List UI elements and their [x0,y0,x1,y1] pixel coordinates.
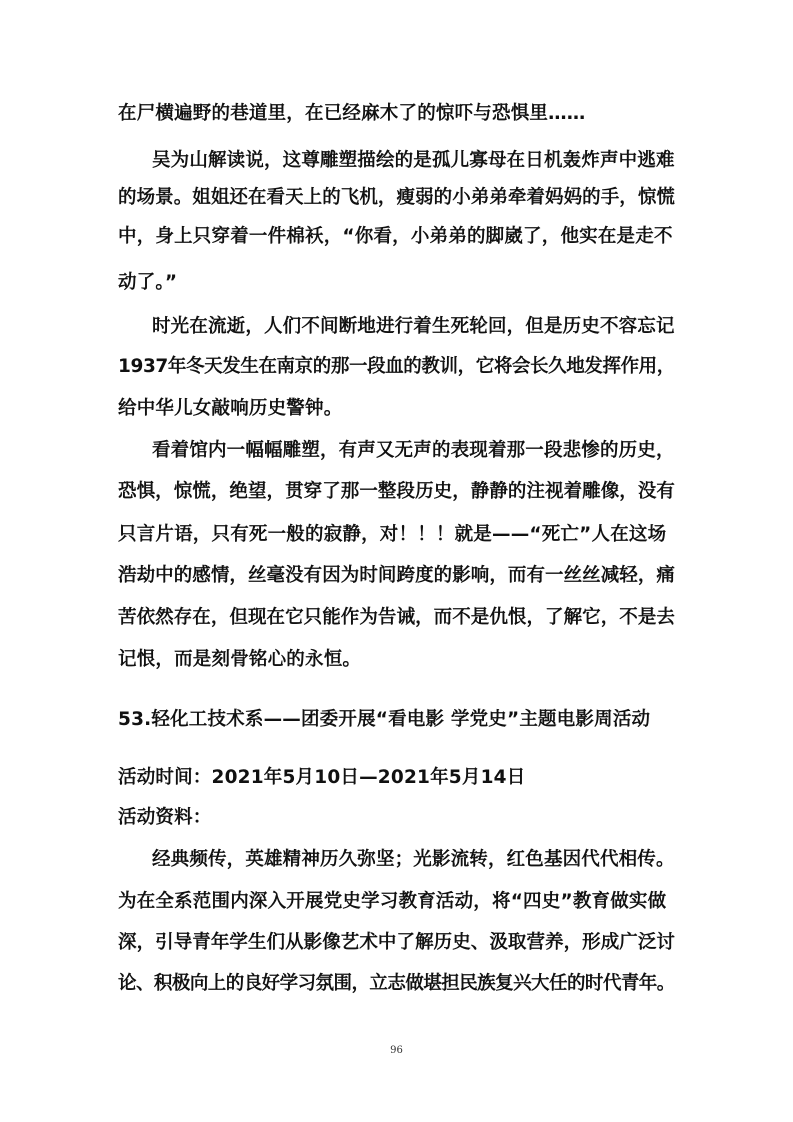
text-line: 只言片语，只有死一般的寂静，对！！！就是——“死亡”人在这场 [118,524,667,545]
text-line: 浩劫中的感情，丝毫没有因为时间跨度的影响，而有一丝丝减轻，痛 [118,565,676,586]
text-line: 吴为山解读说，这尊雕塑描绘的是孤儿寡母在日机轰炸声中逃难 [152,150,675,171]
text-line: 动了。” [118,272,178,293]
text-line: 在尸横遍野的巷道里，在已经麻木了的惊吓与恐惧里…… [118,103,586,124]
text-line: 恐惧，惊慌，绝望，贯穿了那一整段历史，静静的注视着雕像，没有 [118,481,676,502]
text-line: 看着馆内一幅幅雕塑，有声又无声的表现着那一段悲惨的历史， [152,440,675,461]
text-line: 深，引导青年学生们从影像艺术中了解历史、汲取营养，形成广泛讨 [118,932,676,953]
section-heading: 53.轻化工技术系——团委开展“看电影 学党史”主题电影周活动 [118,709,651,730]
text-line: 中，身上只穿着一件棉袄，“你看，小弟弟的脚崴了，他实在是走不 [118,226,673,247]
text-line: 苦依然存在，但现在它只能作为告诫，而不是仇恨，了解它，不是去 [118,607,676,628]
text-line: 论、积极向上的良好学习氛围，立志做堪担民族复兴大任的时代青年。 [118,973,675,994]
activity-time: 活动时间：2021年5月10日—2021年5月14日 [118,767,526,788]
text-line: 时光在流逝，人们不间断地进行着生死轮回，但是历史不容忘记 [152,316,675,337]
text-line: 给中华儿女敲响历史警钟。 [118,398,343,419]
page-number: 96 [390,1045,403,1056]
text-line: 1937年冬天发生在南京的那一段血的教训，它将会长久地发挥作用， [118,356,675,377]
text-line: 经典频传，英雄精神历久弥坚；光影流转，红色基因代代相传。 [152,849,675,870]
text-line: 记恨，而是刻骨铭心的永恒。 [118,649,362,670]
text-line: 的场景。姐姐还在看天上的飞机，瘦弱的小弟弟牵着妈妈的手，惊慌 [118,187,676,208]
text-line: 为在全系范围内深入开展党史学习教育活动，将“四史”教育做实做 [118,891,667,912]
activity-material-label: 活动资料： [118,807,212,828]
